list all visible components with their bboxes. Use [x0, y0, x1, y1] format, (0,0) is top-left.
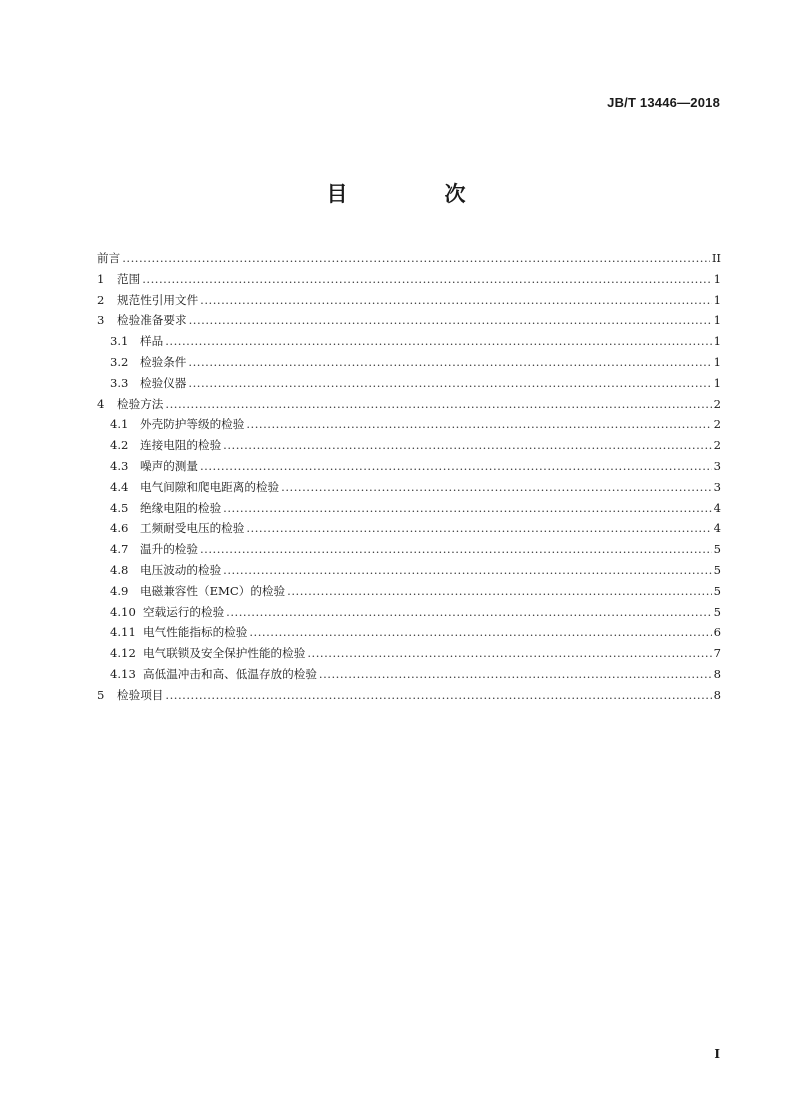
toc-entry[interactable] [97, 518, 721, 539]
toc-entry[interactable] [97, 581, 721, 602]
toc-entry[interactable] [97, 622, 721, 643]
toc-entry-number: 5 [97, 687, 105, 702]
toc-entry-page: 2 [713, 417, 721, 432]
toc-entry-page: 6 [713, 625, 721, 640]
toc-leader-dots [188, 352, 711, 373]
toc-entry-title: 连接电阻的检验 [140, 438, 222, 453]
standard-code: JB/T 13446—2018 [607, 95, 720, 110]
toc-entry-title: 电气联锁及安全保护性能的检验 [143, 646, 306, 661]
toc-leader-dots [165, 685, 711, 706]
toc-leader-dots [223, 498, 711, 519]
toc-leader-dots [142, 269, 711, 290]
toc-entry-page: 5 [713, 542, 721, 557]
toc-entry-title: 检验项目 [117, 687, 164, 702]
toc-entry-number: 4.5 [110, 500, 129, 515]
toc-entry-title: 高低温冲击和高、低温存放的检验 [143, 666, 317, 681]
toc-entry-title: 电压波动的检验 [140, 562, 222, 577]
toc-entry-page: 5 [713, 583, 721, 598]
toc-entry[interactable] [97, 310, 721, 331]
toc-entry-page: 3 [713, 479, 721, 494]
toc-entry-title: 电气间隙和爬电距离的检验 [140, 479, 280, 494]
toc-entry-page: 1 [713, 375, 721, 390]
page-title: 目 次 [326, 182, 504, 206]
toc-leader-dots [246, 414, 711, 435]
toc-entry-number: 3 [97, 313, 105, 328]
toc-leader-dots [165, 394, 711, 415]
toc-entry-title: 检验仪器 [140, 375, 187, 390]
toc-entry[interactable] [97, 539, 721, 560]
toc-entry-title: 样品 [140, 334, 164, 349]
toc-entry-page: 5 [713, 562, 721, 577]
toc-entry-number: 4.12 [110, 646, 136, 661]
toc-leader-dots [165, 331, 711, 352]
toc-entry[interactable] [97, 352, 721, 373]
toc-entry-page: 2 [713, 396, 721, 411]
toc-leader-dots [226, 602, 711, 623]
toc-leader-dots [200, 290, 711, 311]
toc-entry-number: 3.1 [110, 334, 129, 349]
toc-entry[interactable] [97, 331, 721, 352]
toc-entry[interactable] [97, 560, 721, 581]
toc-entry-number: 4.7 [110, 542, 129, 557]
toc-entry[interactable] [97, 456, 721, 477]
toc-leader-dots [200, 456, 712, 477]
toc-leader-dots [319, 664, 712, 685]
toc-entry-number: 4.2 [110, 438, 129, 453]
toc-entry-title: 噪声的测量 [140, 458, 198, 473]
toc-entry-page: 1 [713, 354, 721, 369]
toc-entry-title: 工频耐受电压的检验 [140, 521, 245, 536]
toc-entry[interactable] [97, 498, 721, 519]
toc-entry-title: 电磁兼容性（EMC）的检验 [140, 583, 286, 598]
toc-entry-title: 电气性能指标的检验 [143, 625, 248, 640]
table-of-contents [97, 248, 721, 706]
toc-entry-number: 4.9 [110, 583, 129, 598]
toc-entry-number: 4.6 [110, 521, 129, 536]
toc-entry-page: 8 [713, 666, 721, 681]
toc-entry-number: 3.3 [110, 375, 129, 390]
toc-entry-page: 1 [713, 271, 721, 286]
toc-entry-title: 温升的检验 [140, 542, 198, 557]
toc-leader-dots [188, 373, 711, 394]
toc-entry-page: 8 [713, 687, 721, 702]
toc-entry[interactable] [97, 602, 721, 623]
toc-entry[interactable] [97, 664, 721, 685]
toc-entry-number: 3.2 [110, 354, 129, 369]
toc-entry-page: 5 [713, 604, 721, 619]
toc-leader-dots [307, 643, 711, 664]
toc-entry-title: 绝缘电阻的检验 [140, 500, 222, 515]
toc-entry-page: 1 [713, 292, 721, 307]
toc-entry[interactable] [97, 269, 721, 290]
toc-entry-page: 1 [713, 313, 721, 328]
toc-leader-dots [249, 622, 711, 643]
toc-entry[interactable] [97, 643, 721, 664]
toc-entry[interactable] [97, 373, 721, 394]
toc-entry-title: 检验条件 [140, 354, 187, 369]
toc-entry-number: 4.11 [110, 625, 136, 640]
toc-entry-page: 4 [713, 500, 721, 515]
toc-entry[interactable] [97, 394, 721, 415]
toc-entry-number: 4.13 [110, 666, 136, 681]
toc-entry-title: 空载运行的检验 [143, 604, 225, 619]
toc-entry[interactable] [97, 290, 721, 311]
toc-leader-dots [200, 539, 712, 560]
toc-entry[interactable] [97, 414, 721, 435]
page-number: I [714, 1047, 720, 1061]
toc-entry-page: 4 [713, 521, 721, 536]
toc-entry-title: 规范性引用文件 [117, 292, 199, 307]
toc-entry-title: 范围 [117, 271, 141, 286]
toc-entry-number: 4 [97, 396, 105, 411]
toc-entry-title: 外壳防护等级的检验 [140, 417, 245, 432]
toc-entry[interactable] [97, 435, 721, 456]
toc-entry-number: 2 [97, 292, 105, 307]
toc-leader-dots [223, 435, 711, 456]
toc-entry-number: 4.10 [110, 604, 136, 619]
toc-leader-dots [246, 518, 711, 539]
toc-entry-number: 1 [97, 271, 105, 286]
toc-leader-dots [122, 248, 710, 269]
toc-entry-page: 3 [713, 458, 721, 473]
toc-entry-title: 检验准备要求 [117, 313, 187, 328]
toc-leader-dots [287, 581, 711, 602]
toc-entry-number: 4.3 [110, 458, 129, 473]
toc-leader-dots [189, 310, 712, 331]
toc-entry[interactable] [97, 477, 721, 498]
toc-leader-dots [281, 477, 711, 498]
toc-entry-page: 2 [713, 438, 721, 453]
toc-entry-page: II [711, 251, 721, 265]
toc-entry[interactable] [97, 685, 721, 706]
toc-entry-page: 7 [713, 646, 721, 661]
toc-entry[interactable] [97, 248, 721, 269]
toc-entry-number: 4.1 [110, 417, 129, 432]
toc-leader-dots [223, 560, 711, 581]
toc-entry-page: 1 [713, 334, 721, 349]
toc-entry-title: 前言 [97, 251, 121, 265]
toc-entry-number: 4.8 [110, 562, 129, 577]
toc-entry-number: 4.4 [110, 479, 129, 494]
toc-entry-title: 检验方法 [117, 396, 164, 411]
